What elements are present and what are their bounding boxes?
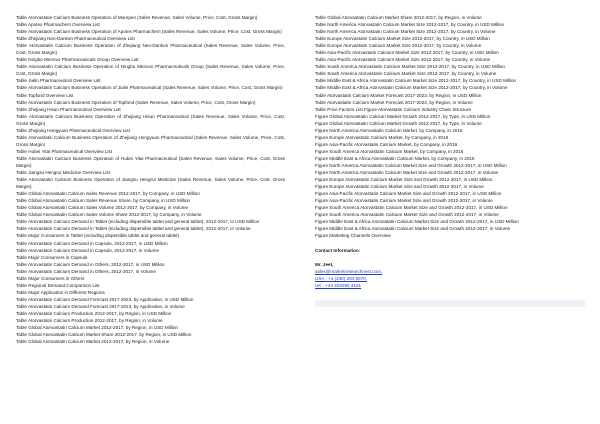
left-list-item: Table Jialin Pharmaceutical Overview List: [16, 78, 101, 84]
right-list-item: Figure North America Atorvastatin Calcium Market Size and Growth 2012-2017, in USD Million: [315, 162, 507, 168]
right-column: [315, 14, 585, 289]
right-list-item: Figure Global Atorvastatin Calcium Market Growth 2012-2017, by Type, in USD Million: [315, 113, 491, 119]
right-list-item: Table Atorvastatin Calcium Market Forecast 2017-2023, by Region, in USD Million: [315, 92, 482, 98]
left-list-item: Table Jiangsu Hengrui Medicine Overview List: [16, 170, 110, 176]
left-list-item: Table Major Consumers in Tablet (including dispersible tablet and general tablet): [16, 233, 180, 239]
right-list-item: Figure South America Atorvastatin Calcium Market, by Company, in 2016: [315, 148, 464, 154]
left-list-item: Table Atorvastatin Calcium Demand Forecast 2017-2023, by Application, in USD Million: [16, 296, 194, 302]
right-list-item: Figure Asia-Pacific Atorvastatin Calcium Market Size and Growth 2012-2017, in USD Million: [315, 191, 502, 197]
contact-block: [315, 247, 585, 289]
right-list-item: Table Europe Atorvastatin Calcium Market Size 2012-2017, by Country, in USD Million: [315, 36, 490, 42]
left-list-item: Table Atorvastatin Calcium Demand Forecast 2017-2023, by Application, in Volume: [16, 303, 185, 309]
left-list-item: Table Atorvastatin Calcium Business Operation of Topfond (Sales Revenue, Sales Volume, Price, Cost, Gross Margin): [16, 99, 256, 105]
contact-name: Mr. Jeet,: [315, 261, 334, 267]
right-list-item: Table Europe Atorvastatin Calcium Market Size 2012-2017, by Country, in Volume: [315, 43, 482, 49]
left-list-item: Table Major Application in Different Regions: [16, 289, 105, 295]
left-column: [16, 14, 285, 345]
left-list-item: Table Atorvastatin Calcium Business Operation of Ningbo Menovo Pharmaceuticals Group (Sales Revenue, Sales Volume, Price, Cost, Gross Margin): [16, 64, 285, 77]
left-list-item: Table Atorvastatin Calcium Demand in Capsule, 2012-2017, in USD Million: [16, 240, 168, 246]
right-list-item: Figure Europe Atorvastatin Calcium Market, by Company, in 2016: [315, 134, 449, 140]
left-list-item: Table Zhejiang Hongyuan Pharmaceutical Overview List: [16, 127, 130, 133]
right-item-list: [315, 14, 585, 240]
left-list-item: Table Atorvastatin Calcium Business Operation of Morepen (Sales Revenue, Sales Volume, Price, Cost, Gross Margin): [16, 15, 258, 20]
right-list-item: Figure Middle East & Africa Atorvastatin Calcium Market, by Company, in 2016: [315, 155, 475, 161]
highlight-band: [315, 300, 585, 307]
left-list-item: Table Global Atorvastatin Calcium Sales Revenue 2012-2017, by Company, in USD Million: [16, 191, 200, 197]
left-list-item: Table Atorvastatin Calcium Business Operation of Zhejiang Hongyuan Pharmaceutical (Sales Revenue, Sales Volume, Price, Cost, Gross Margin): [16, 134, 285, 147]
right-list-item: Table North America Atorvastatin Calcium Market Size 2012-2017, by Country, in Volume: [315, 29, 496, 35]
left-list-item: Table Atorvastatin Calcium Business Operation of Zhejiang Neo-Dankon Pharmaceutical (Sales Revenue, Sales Volume, Price, Cost, Gross Margin): [16, 43, 285, 56]
left-list-item: Table Atorvastatin Calcium Business Operation of Apotex Pharmachem (Sales Revenue, Sales Volume, Price, Cost, Gross Margin): [16, 29, 282, 35]
contact-phone-usa-link[interactable]: USA : +1 (240) 284 0070,: [315, 275, 367, 281]
right-list-item: Figure Europe Atorvastatin Calcium Market Size and Growth 2012-2017, in USD Million: [315, 177, 493, 183]
contact-email-link[interactable]: sales@marketresearchnest.com,: [315, 268, 383, 274]
left-list-item: Table Topfond Overview List: [16, 92, 74, 98]
left-list-item: Table Global Atorvastatin Calcium Sales Volume Share 2012-2017, by Company, in Volume: [16, 212, 202, 218]
left-list-item: Table Atorvastatin Calcium Demand in Others, 2012-2017, in USD Million: [16, 261, 165, 267]
left-list-item: Table Zhejiang Neo-Dankon Pharmaceutical Overview List: [16, 36, 135, 42]
left-list-item: Table Atorvastatin Calcium Business Operation of Jiangsu Hengrui Medicine (Sales Revenue, Sales Volume, Price, Cost, Gross Margin): [16, 177, 285, 190]
left-list-item: Table Major Consumers in Others: [16, 275, 85, 281]
right-list-item: Table Middle East & Africa Atorvastatin Calcium Market Size 2012-2017, by Country, in USD Million: [315, 78, 517, 84]
left-list-item: Table Global Atorvastatin Calcium Market 2012-2017, by Region, in USD Million: [16, 325, 178, 331]
right-list-item: Figure Europe Atorvastatin Calcium Market Size and Growth 2012-2017, in Volume: [315, 184, 484, 190]
right-list-item: Table Middle East & Africa Atorvastatin Calcium Market Size 2012-2017, by Country, in Volume: [315, 85, 508, 91]
left-list-item: Table Global Atorvastatin Calcium Market 2012-2017, by Region, in Volume: [16, 339, 170, 345]
left-list-item: Table Apotex Pharmachem Overview List: [16, 22, 100, 28]
right-list-item: Figure South America Atorvastatin Calcium Market Size and Growth 2012-2017, in USD Million: [315, 205, 508, 211]
right-list-item: Figure North America Atorvastatin Calcium Market Size and Growth 2012-2017, in Volume: [315, 170, 499, 176]
contact-phone-uk-link[interactable]: UK : +44 203290 4151: [315, 282, 362, 288]
left-list-item: Table Regional Demand Comparison List: [16, 282, 100, 288]
left-list-item: Table Global Atorvastatin Calcium Sales Revenue Share, by Company, in USD Million: [16, 198, 191, 204]
right-list-item: Figure Middle East & Africa Atorvastatin Calcium Market Size and Growth 2012-2017, in Volume: [315, 226, 511, 232]
left-list-item: Table Global Atorvastatin Calcium Market Share 2012-2017, by Region, in USD Million: [16, 332, 192, 338]
right-list-item: Figure Marketing Channels Overview: [315, 233, 391, 239]
right-list-item: Figure North America Atorvastatin Calcium Market, by Company, in 2016: [315, 127, 463, 133]
right-list-item: Figure Asia-Pacific Atorvastatin Calcium Market Size and Growth 2012-2017, in Volume: [315, 198, 493, 204]
right-list-item: Table South America Atorvastatin Calcium Market Size 2012-2017, by Country, in USD Million: [315, 64, 505, 70]
left-list-item: Table Atorvastatin Calcium Demand in Tablet (including dispersible tablet and general tablet), 2012-2017, in USD Million: [16, 219, 260, 225]
left-list-item: Table Atorvastatin Calcium Demand in Capsule, 2012-2017, in Volume: [16, 247, 159, 253]
right-list-item: Table Asia-Pacific Atorvastatin Calcium Market Size 2012-2017, by Country, in USD Million: [315, 50, 499, 56]
right-list-item: Figure South America Atorvastatin Calcium Market Size and Growth 2012-2017, in Volume: [315, 212, 499, 218]
right-list-item: Figure Middle East & Africa Atorvastatin Calcium Market Size and Growth 2012-2017, in USD Million: [315, 219, 519, 225]
left-list-item: Table Atorvastatin Calcium Production 2012-2017, by Region, in USD Million: [16, 310, 172, 316]
left-list-item: Table Hubei Yitai Pharmaceutical Overview List: [16, 148, 113, 154]
contact-heading: Contact Information:: [315, 247, 361, 253]
right-list-item: Table South America Atorvastatin Calcium Market Size 2012-2017, by Country, in Volume: [315, 71, 497, 77]
left-list-item: Table Ningbo Menovo Pharmaceuticals Group Overview List: [16, 57, 139, 63]
left-list-item: Table Global Atorvastatin Calcium Sales Volume 2012-2017, by Company, in Volume: [16, 205, 189, 211]
right-list-item: Table North America Atorvastatin Calcium Market Size 2012-2017, by Country, in USD Million: [315, 22, 505, 28]
right-list-item: Figure Global Atorvastatin Calcium Market Growth 2012-2017, by Type, in Volume: [315, 120, 482, 126]
left-list-item: Table Atorvastatin Calcium Production 2012-2017, by Region, in Volume: [16, 318, 163, 324]
right-list-item: Table Atorvastatin Calcium Market Forecast 2017-2023, by Region, in Volume: [315, 99, 473, 105]
left-list-item: Table Atorvastatin Calcium Demand in Others, 2012-2017, in Volume: [16, 268, 156, 274]
left-list-item: Table Atorvastatin Calcium Business Operation of Zhejiang Hisun Pharmaceutical (Sales Revenue, Sales Volume, Price, Cost, Gross Margin): [16, 113, 285, 126]
right-list-item: Table Asia-Pacific Atorvastatin Calcium Market Size 2012-2017, by Country, in Volume: [315, 57, 491, 63]
left-list-item: Table Major Consumers in Capsule: [16, 254, 88, 260]
left-list-item: Table Atorvastatin Calcium Business Operation of Hubei Yitai Pharmaceutical (Sales Revenue, Sales Volume, Price, Cost, Gross Margin): [16, 155, 285, 168]
right-list-item: Figure Asia-Pacific Atorvastatin Calcium Market, by Company, in 2016: [315, 141, 458, 147]
left-list-item: Table Zhejiang Hisun Pharmaceutical Overview List: [16, 106, 121, 112]
right-list-item: Table Price Factors List Figure Atorvastatin Calcium Industry Chain Structure: [315, 106, 471, 112]
right-list-item: Table Global Atorvastatin Calcium Market Share 2012-2017, by Region, in Volume: [315, 15, 482, 20]
left-list-item: Table Atorvastatin Calcium Demand in Tablet (including dispersible tablet and general tablet), 2012-2017, in Volume: [16, 226, 251, 232]
left-list-item: Table Atorvastatin Calcium Business Operation of Jialin Pharmaceutical (Sales Revenue, Sales Volume, Price, Cost, Gross Margin): [16, 85, 283, 91]
